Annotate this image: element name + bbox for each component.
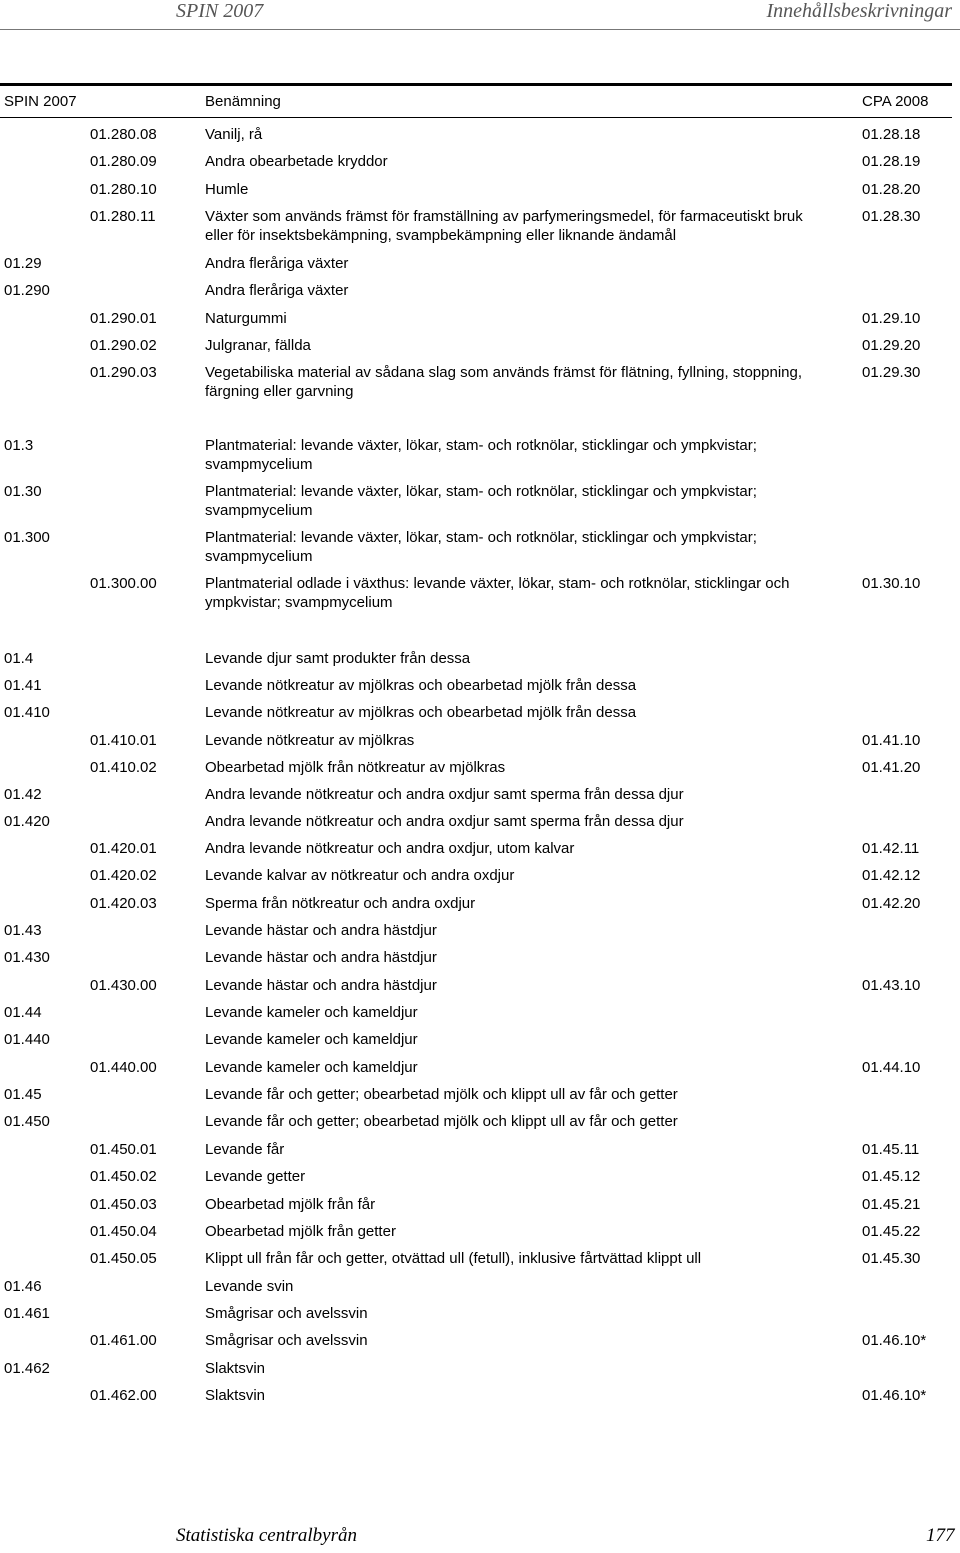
cell-spin-group: 01.410: [4, 704, 50, 721]
cell-description: Levande djur samt produkter från dessa: [205, 650, 471, 667]
cell-description: Smågrisar och avelssvin: [205, 1332, 368, 1349]
cell-cpa-code: 01.30.10: [862, 575, 921, 592]
running-head-rule: [0, 29, 960, 30]
cell-spin-group: 01.440: [4, 1031, 50, 1048]
cell-spin-code: 01.280.08: [90, 126, 157, 143]
cell-description: Slaktsvin: [205, 1360, 266, 1377]
cell-description: Levande hästar och andra hästdjur: [205, 949, 437, 966]
cell-cpa-code: 01.28.19: [862, 153, 921, 170]
cell-description: Levande får och getter; obearbetad mjölk och klippt ull av får och getter: [205, 1113, 678, 1130]
table-header-rule: [0, 117, 952, 118]
cell-description: Andra levande nötkreatur och andra oxdjur samt sperma från dessa djur: [205, 786, 684, 803]
cell-cpa-code: 01.29.10: [862, 310, 921, 327]
cell-spin-group: 01.41: [4, 677, 42, 694]
cell-cpa-code: 01.42.12: [862, 867, 921, 884]
cell-description: Levande får: [205, 1141, 285, 1158]
cell-spin-code: 01.450.01: [90, 1141, 157, 1158]
cell-spin-group: 01.420: [4, 813, 50, 830]
cell-cpa-code: 01.42.20: [862, 895, 921, 912]
cell-description: Klippt ull från får och getter, otvättad ull (fetull), inklusive fårtvättad klippt ull: [205, 1250, 702, 1267]
running-head: [0, 0, 960, 28]
cell-description: Vegetabiliska material av sådana slag som används främst för flätning, fyllning, stoppning, färgning eller garvning: [205, 364, 802, 400]
cell-description: Levande nötkreatur av mjölkras och obearbetad mjölk från dessa: [205, 677, 637, 694]
cell-description: Levande hästar och andra hästdjur: [205, 922, 437, 939]
cell-spin-code: 01.290.01: [90, 310, 157, 327]
cell-spin-code: 01.430.00: [90, 977, 157, 994]
cell-spin-code: 01.280.09: [90, 153, 157, 170]
cell-description: Plantmaterial: levande växter, lökar, stam- och rotknölar, sticklingar och ympkvistar; svampmycelium: [205, 437, 757, 473]
column-header-spin: SPIN 2007: [4, 93, 77, 110]
cell-description: Andra levande nötkreatur och andra oxdjur samt sperma från dessa djur: [205, 813, 684, 830]
cell-spin-code: 01.420.02: [90, 867, 157, 884]
cell-spin-group: 01.29: [4, 255, 42, 272]
cell-spin-code: 01.450.02: [90, 1168, 157, 1185]
cell-spin-code: 01.420.01: [90, 840, 157, 857]
cell-description: Levande hästar och andra hästdjur: [205, 977, 437, 994]
cell-cpa-code: 01.45.22: [862, 1223, 921, 1240]
page-number: 177: [926, 1525, 955, 1546]
cell-spin-code: 01.300.00: [90, 575, 157, 592]
running-head-left: SPIN 2007: [176, 0, 264, 22]
cell-description: Plantmaterial odlade i växthus: levande växter, lökar, stam- och rotknölar, sticklingar och ympkvistar; svampmycelium: [205, 575, 790, 611]
cell-spin-group: 01.4: [4, 650, 34, 667]
cell-spin-group: 01.3: [4, 437, 34, 454]
cell-spin-code: 01.450.03: [90, 1196, 157, 1213]
cell-description: Obearbetad mjölk från får: [205, 1196, 376, 1213]
cell-description: Andra obearbetade kryddor: [205, 153, 388, 170]
cell-description: Obearbetad mjölk från getter: [205, 1223, 396, 1240]
cell-spin-group: 01.450: [4, 1113, 50, 1130]
cell-spin-group: 01.290: [4, 282, 50, 299]
cell-spin-code: 01.450.05: [90, 1250, 157, 1267]
cell-spin-code: 01.461.00: [90, 1332, 157, 1349]
cell-description: Plantmaterial: levande växter, lökar, stam- och rotknölar, sticklingar och ympkvistar; svampmycelium: [205, 483, 757, 519]
cell-description: Levande kameler och kameldjur: [205, 1004, 418, 1021]
cell-spin-group: 01.30: [4, 483, 42, 500]
cell-cpa-code: 01.42.11: [862, 840, 920, 857]
cell-spin-group: 01.42: [4, 786, 42, 803]
cell-cpa-code: 01.45.12: [862, 1168, 921, 1185]
cell-spin-code: 01.410.02: [90, 759, 157, 776]
page-footer: [0, 1525, 960, 1549]
cell-spin-group: 01.43: [4, 922, 42, 939]
cell-spin-group: 01.461: [4, 1305, 50, 1322]
cell-cpa-code: 01.46.10*: [862, 1387, 927, 1404]
cell-spin-code: 01.462.00: [90, 1387, 157, 1404]
table-header: [0, 93, 960, 113]
cell-description: Julgranar, fällda: [205, 337, 311, 354]
cell-description: Humle: [205, 181, 249, 198]
cell-spin-code: 01.280.10: [90, 181, 157, 198]
cell-description: Levande kameler och kameldjur: [205, 1031, 418, 1048]
cell-description: Smågrisar och avelssvin: [205, 1305, 368, 1322]
cell-description: Levande kalvar av nötkreatur och andra oxdjur: [205, 867, 515, 884]
cell-spin-group: 01.45: [4, 1086, 42, 1103]
cell-cpa-code: 01.28.20: [862, 181, 921, 198]
cell-spin-code: 01.290.02: [90, 337, 157, 354]
cell-description: Andra fleråriga växter: [205, 282, 349, 299]
cell-cpa-code: 01.28.30: [862, 208, 921, 225]
cell-spin-code: 01.440.00: [90, 1059, 157, 1076]
cell-cpa-code: 01.28.18: [862, 126, 921, 143]
cell-description: Levande kameler och kameldjur: [205, 1059, 418, 1076]
table-top-rule: [0, 83, 952, 86]
cell-description: Levande nötkreatur av mjölkras och obearbetad mjölk från dessa: [205, 704, 637, 721]
column-header-name: Benämning: [205, 93, 281, 110]
cell-description: Naturgummi: [205, 310, 287, 327]
cell-description: Levande nötkreatur av mjölkras: [205, 732, 415, 749]
cell-description: Plantmaterial: levande växter, lökar, stam- och rotknölar, sticklingar och ympkvistar; svampmycelium: [205, 529, 757, 565]
cell-description: Slaktsvin: [205, 1387, 266, 1404]
cell-cpa-code: 01.41.10: [862, 732, 921, 749]
cell-spin-code: 01.450.04: [90, 1223, 157, 1240]
cell-cpa-code: 01.45.21: [862, 1196, 921, 1213]
cell-description: Andra levande nötkreatur och andra oxdjur, utom kalvar: [205, 840, 575, 857]
cell-spin-code: 01.420.03: [90, 895, 157, 912]
cell-cpa-code: 01.44.10: [862, 1059, 921, 1076]
cell-cpa-code: 01.45.30: [862, 1250, 921, 1267]
cell-cpa-code: 01.45.11: [862, 1141, 920, 1158]
cell-spin-group: 01.300: [4, 529, 50, 546]
column-header-cpa: CPA 2008: [862, 93, 929, 110]
cell-description: Levande svin: [205, 1278, 294, 1295]
cell-spin-group: 01.462: [4, 1360, 50, 1377]
running-head-right: Innehållsbeskrivningar: [766, 0, 952, 22]
cell-spin-code: 01.280.11: [90, 208, 156, 225]
cell-description: Sperma från nötkreatur och andra oxdjur: [205, 895, 476, 912]
cell-description: Andra fleråriga växter: [205, 255, 349, 272]
cell-spin-group: 01.46: [4, 1278, 42, 1295]
cell-cpa-code: 01.41.20: [862, 759, 921, 776]
cell-description: Vanilj, rå: [205, 126, 263, 143]
cell-description: Växter som används främst för framställning av parfymeringsmedel, för farmaceutiskt bruk eller för insektsbekämpning, svampbekämpning eller liknande ändamål: [205, 208, 803, 244]
cell-spin-code: 01.410.01: [90, 732, 157, 749]
footer-publisher: Statistiska centralbyrån: [176, 1525, 358, 1546]
cell-cpa-code: 01.29.30: [862, 364, 921, 381]
cell-description: Obearbetad mjölk från nötkreatur av mjölkras: [205, 759, 506, 776]
cell-description: Levande får och getter; obearbetad mjölk och klippt ull av får och getter: [205, 1086, 678, 1103]
cell-spin-group: 01.44: [4, 1004, 42, 1021]
cell-cpa-code: 01.43.10: [862, 977, 921, 994]
cell-cpa-code: 01.46.10*: [862, 1332, 927, 1349]
cell-description: Levande getter: [205, 1168, 306, 1185]
cell-spin-group: 01.430: [4, 949, 50, 966]
cell-spin-code: 01.290.03: [90, 364, 157, 381]
cell-cpa-code: 01.29.20: [862, 337, 921, 354]
